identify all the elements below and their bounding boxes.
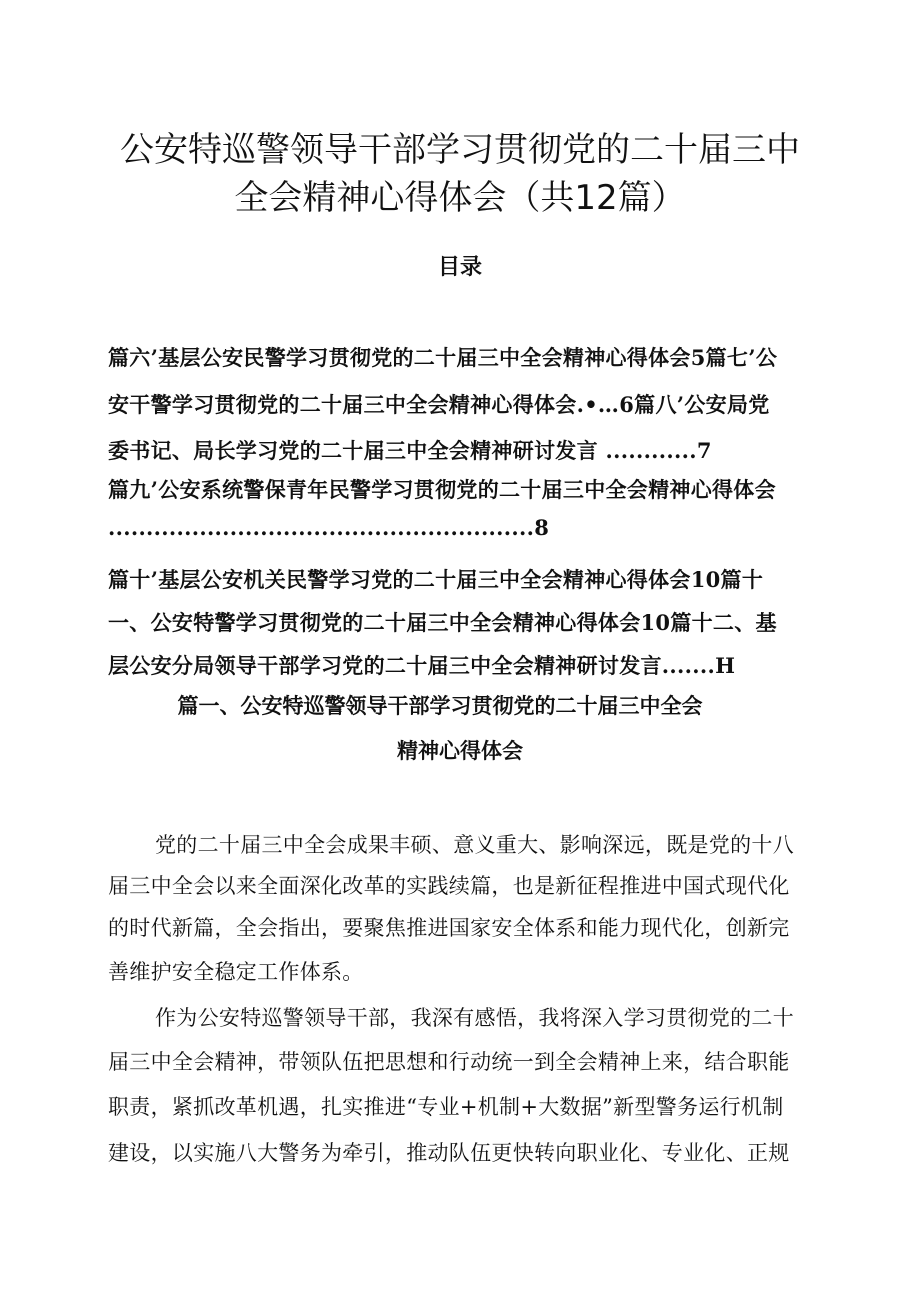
- toc-line: 层公安分局领导干部学习党的二十届三中全会精神研讨发言.......H: [108, 653, 736, 678]
- toc-leader-dots: ........................................................8: [108, 515, 550, 540]
- body-paragraph-line: 善维护安全稳定工作体系。: [108, 960, 364, 984]
- toc-line: 一、公安特警学习贯彻党的二十届三中全会精神心得体会10篇十二、基: [108, 610, 777, 635]
- body-paragraph-line: 的时代新篇，全会指出，要聚焦推进国家安全体系和能力现代化，创新完: [108, 916, 790, 940]
- document-title-line-2: 全会精神心得体会（共12篇）: [234, 178, 686, 218]
- body-paragraph-line: 党的二十届三中全会成果丰硕、意义重大、影响深远，既是党的十八: [155, 833, 794, 857]
- body-paragraph-line: 作为公安特巡警领导干部，我深有感悟，我将深入学习贯彻党的二十: [155, 1006, 794, 1030]
- section-title-line-2: 精神心得体会: [397, 738, 523, 763]
- toc-line: 安干警学习贯彻党的二十届三中全会精神心得体会.•…6篇八’公安局党: [108, 392, 770, 417]
- toc-line: 委书记、局长学习党的二十届三中全会精神研讨发言 ............7: [108, 438, 712, 463]
- toc-heading: 目录: [437, 255, 482, 280]
- body-paragraph-line: 职责，紧抓改革机遇，扎实推进“专业+机制+大数据”新型警务运行机制: [108, 1095, 784, 1119]
- body-paragraph-line: 建设，以实施八大警务为牵引，推动队伍更快转向职业化、专业化、正规: [108, 1141, 790, 1165]
- body-paragraph-line: 届三中全会精神，带领队伍把思想和行动统一到全会精神上来，结合职能: [108, 1050, 790, 1074]
- section-title-line-1: 篇一、公安特巡警领导干部学习贯彻党的二十届三中全会: [177, 693, 703, 718]
- body-paragraph-line: 届三中全会以来全面深化改革的实践续篇，也是新征程推进中国式现代化: [108, 874, 790, 898]
- toc-line: 篇六’基层公安民警学习贯彻党的二十届三中全会精神心得体会5篇七’公: [108, 345, 778, 370]
- toc-line: 篇十’基层公安机关民警学习党的二十届三中全会精神心得体会10篇十: [108, 567, 764, 592]
- document-title-line-1: 公安特巡警领导干部学习贯彻党的二十届三中: [120, 130, 800, 170]
- toc-line: 篇九’公安系统警保青年民警学习贯彻党的二十届三中全会精神心得体会: [108, 477, 776, 502]
